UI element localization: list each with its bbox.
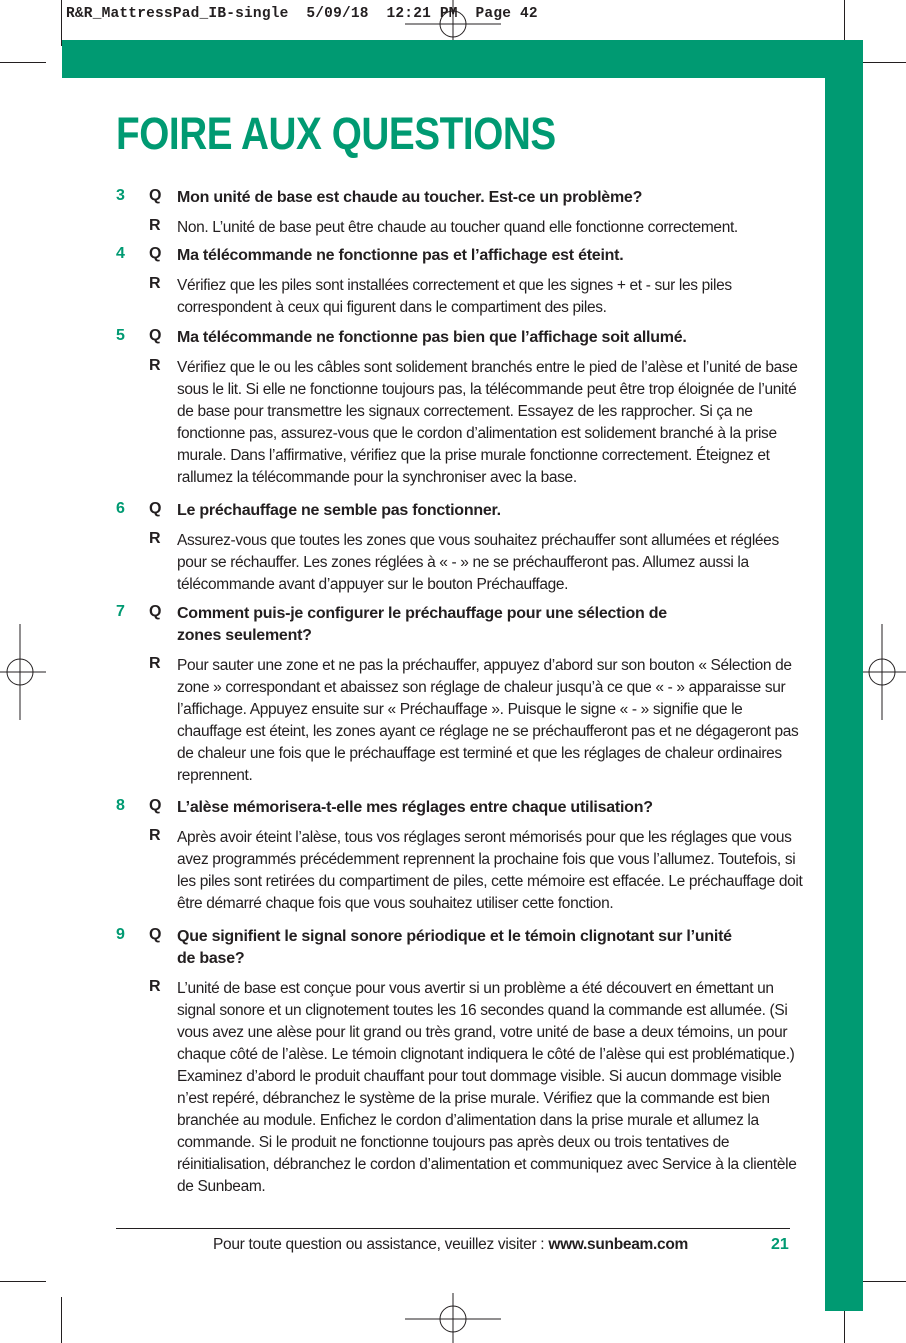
answer-label: R [149, 357, 161, 374]
answer-text: L’unité de base est conçue pour vous avertir si un problème a été découvert en émettant un signal sonore et un clignotement toutes les 16 secondes quand la commande est allumée. (Si vous avez une alèse pour lit grand ou très grand, votre unité de base a deux témoins, un pour chaque côté de l’alèse. Le témoin clignotant indiquera le côté de l’alèse qui est problématique.) Examinez d’abord le produit chauffant pour tout dommage visible. Si aucun dommage visible n’est repéré, débranchez le système de la prise murale. Vérifiez que la commande est bien branchée au module. Enfichez le cordon d’alimentation dans la prise murale et allumez la commande. Si le produit ne fonctionne toujours pas après deux ou trois tentatives de réinitialisation, débranchez le cordon d’alimentation et communiquez avec Service à la clientèle de Sunbeam. [177, 980, 797, 1195]
registration-mark-bottom-icon [405, 1293, 501, 1343]
faq-number: 8 [116, 797, 125, 814]
faq-number: 7 [116, 603, 125, 620]
answer-text: Après avoir éteint l’alèse, tous vos réglages seront mémorisés pour que les réglages que vous avez programmés précédemment reprennent la prochaine fois que vous l’allumez. Toutefois, si les piles sont retirées du compartiment de piles, cette mémoire est effacée. Le préchauffage doit être démarré chaque fois que vous souhaitez utiliser cette fonction. [177, 829, 803, 912]
faq-item-4 [116, 245, 806, 319]
answer-label: R [149, 217, 161, 234]
page-number: 21 [771, 1236, 789, 1253]
registration-mark-left-icon [0, 624, 46, 720]
faq-item-6 [116, 500, 806, 596]
faq-number: 4 [116, 245, 125, 262]
footer-text: Pour toute question ou assistance, veuillez visiter : [213, 1236, 545, 1253]
answer-label: R [149, 978, 161, 995]
faq-number: 9 [116, 926, 125, 943]
faq-item-9 [116, 926, 806, 1198]
faq-item-5 [116, 327, 806, 489]
slug-time: 12:21 PM [386, 6, 458, 22]
answer-label: R [149, 275, 161, 292]
question-text: L’alèse mémorisera-t-elle mes réglages entre chaque utilisation? [177, 799, 653, 816]
registration-mark-right-icon [860, 624, 906, 720]
faq-item-8 [116, 797, 806, 915]
answer-label: R [149, 655, 161, 672]
question-label: Q [149, 926, 162, 943]
question-text: Mon unité de base est chaude au toucher. Est-ce un problème? [177, 189, 643, 206]
question-label: Q [149, 245, 162, 262]
crop-mark-bl-h [0, 1281, 46, 1282]
crop-mark-tl-h [0, 62, 46, 63]
answer-text: Vérifiez que les piles sont installées correctement et que les signes + et - sur les piles correspondent à ceux qui figurent dans le compartiment des piles. [177, 277, 732, 316]
question-text: Que signifient le signal sonore périodique et le témoin clignotant sur l’unité de base? [177, 928, 732, 967]
faq-item-3 [116, 187, 806, 239]
question-label: Q [149, 603, 162, 620]
page-title: FOIRE AUX QUESTIONS [116, 108, 556, 159]
slug-page: Page 42 [475, 6, 538, 22]
question-label: Q [149, 797, 162, 814]
answer-text: Vérifiez que le ou les câbles sont solidement branchés entre le pied de l’alèse et l’unité de base sous le lit. Si elle ne fonctionne toujours pas, la télécommande peut être trop éloignée de l’unité de base pour transmettre les signaux correctement. Essayez de les rapprocher. Si ça ne fonctionne pas, assurez-vous que le cordon d’alimentation est solidement branché à la prise murale. Dans l’affirmative, vérifiez que la prise murale fonctionne correctement. Éteignez et rallumez la télécommande pour la synchroniser avec la base. [177, 359, 798, 486]
question-label: Q [149, 500, 162, 517]
footer-divider [116, 1228, 790, 1229]
slug-date: 5/09/18 [306, 6, 369, 22]
crop-mark-br-h [860, 1281, 906, 1282]
crop-mark-tr-h [860, 62, 906, 63]
faq-number: 3 [116, 187, 125, 204]
top-accent-band [62, 40, 863, 78]
faq-number: 5 [116, 327, 125, 344]
question-text: Ma télécommande ne fonctionne pas bien que l’affichage soit allumé. [177, 329, 687, 346]
answer-text: Pour sauter une zone et ne pas la préchauffer, appuyez d’abord sur son bouton « Sélection de zone » correspondant et abaissez son réglage de chaleur jusqu’à ce que « - » apparaisse sur l’affichage. Appuyez ensuite sur « Préchauffage ». Puisque le signe « - » signifie que le chauffage est éteint, les zones ayant ce réglage ne se préchaufferont pas et ne dégageront pas de chaleur une fois que le préchauffage est terminé et que les réglages de chaleur ordinaires reprennent. [177, 657, 799, 784]
slug-file: R&R_MattressPad_IB-single [66, 6, 289, 22]
answer-label: R [149, 530, 161, 547]
answer-text: Non. L’unité de base peut être chaude au toucher quand elle fonctionne correctement. [177, 219, 738, 236]
question-text: Le préchauffage ne semble pas fonctionner. [177, 502, 501, 519]
website-link[interactable]: www.sunbeam.com [548, 1236, 688, 1253]
question-text: Ma télécommande ne fonctionne pas et l’affichage est éteint. [177, 247, 624, 264]
answer-text: Assurez-vous que toutes les zones que vous souhaitez préchauffer sont allumées et réglées pour se réchauffer. Les zones réglées à « - » ne se préchaufferont pas. Allumez aussi la télécommande avant d’appuyer sur le bouton Préchauffage. [177, 532, 779, 593]
question-text: Comment puis-je configurer le préchauffage pour une sélection de zones seulement? [177, 605, 667, 644]
side-accent-band [825, 40, 863, 1311]
faq-item-7 [116, 603, 806, 787]
crop-mark-bl-v [61, 1297, 62, 1343]
question-label: Q [149, 187, 162, 204]
answer-label: R [149, 827, 161, 844]
faq-number: 6 [116, 500, 125, 517]
question-label: Q [149, 327, 162, 344]
footer-note [213, 1236, 688, 1254]
